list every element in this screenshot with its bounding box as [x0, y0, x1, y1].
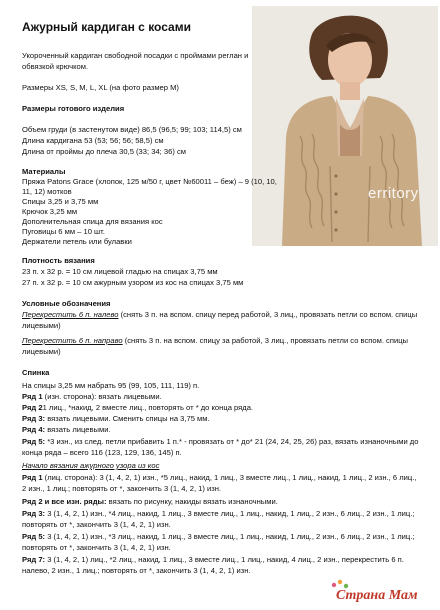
row-text: вязать лицевыми. — [45, 425, 111, 434]
back-row-4 — [22, 425, 111, 435]
pattern-row-3 — [22, 508, 422, 530]
finished-heading: Размеры готового изделия — [22, 104, 125, 113]
pattern-row-1 — [22, 472, 422, 494]
model-photo — [252, 6, 438, 246]
pattern-row-7 — [22, 554, 422, 576]
gauge-heading: Плотность вязания — [22, 256, 95, 265]
row-label: Ряд 3: — [22, 414, 46, 423]
legend-heading: Условные обозначения — [22, 299, 111, 308]
row-label: Ряд 2 — [22, 403, 43, 412]
row-text: (изн. сторона): вязать лицевыми. — [42, 392, 162, 401]
row-label: Ряд 1 — [22, 392, 43, 401]
gauge-line: 27 п. х 32 р. = 10 см ажурным узором из кос на спицах 3,75 мм — [22, 278, 244, 287]
legend-item-left-cross — [22, 309, 422, 331]
back-cast-on: На спицы 3,25 мм набрать 95 (99, 105, 111, 119) п. — [22, 381, 200, 390]
materials-line: Пряжа Patons Grace (хлопок, 125 м/50 г, цвет №60011 – беж) – 9 (10, 10, — [22, 177, 277, 186]
materials-line: Пуговицы 6 мм – 10 шт. — [22, 227, 105, 236]
finished-line: Объем груди (в застенутом виде) 86,5 (96,5; 99; 103; 114,5) см — [22, 125, 242, 134]
materials-heading: Материалы — [22, 167, 66, 176]
row-text: 1 лиц., *накид, 2 вместе лиц., повторять от * до конца ряда. — [42, 403, 254, 412]
gauge-line: 23 п. х 32 р. = 10 см лицевой гладью на спицах 3,75 мм — [22, 267, 218, 276]
row-text: 3 (1, 4, 2, 1) изн., *3 лиц., накид, 1 лиц., 3 вместе лиц., 1 лиц., накид, 1 лиц., 2 изн., 6 лиц., 2 изн., 1 лиц.; повторять от *, закончить 3 (1, 4, 2, 1) изн. — [22, 532, 415, 552]
page-title: Ажурный кардиган с косами — [22, 20, 191, 34]
back-row-3 — [22, 414, 210, 424]
knitwear-model-photo-icon — [252, 6, 438, 246]
row-text: (лиц. сторона): 3 (1, 4, 2, 1) изн., *5 лиц., накид, 1 лиц., 3 вместе лиц., 1 лиц., накид, 1 лиц., 2 изн., 6 лиц., 2 изн., 1 лиц.; повторять от *, закончить 3 (1, 4, 2, 1) изн. — [22, 473, 417, 493]
row-label: Ряд 1 — [22, 473, 43, 482]
back-row-1 — [22, 392, 162, 402]
legend-term: Перекрестить 6 п. направо — [22, 336, 123, 345]
materials-line: Крючок 3,25 мм — [22, 207, 78, 216]
legend-text: (снять 3 п. на вспом. спицу перед работой, 3 лиц., провязать петли со вспом. спицы лицевыми) — [22, 310, 418, 330]
materials-line: 11, 12) мотков — [22, 187, 72, 196]
intro-line-2: обвязкой крючком. — [22, 62, 89, 71]
sizes-line: Размеры XS, S, M, L, XL (на фото размер М) — [22, 83, 179, 92]
finished-line: Длина от проймы до плеча 30,5 (33; 34; 36) см — [22, 147, 186, 156]
row-label: Ряд 5: — [22, 532, 46, 541]
row-label: Ряд 4: — [22, 425, 46, 434]
intro-line-1: Укороченный кардиган свободной посадки с проймами реглан и — [22, 51, 249, 60]
pattern-row-2 — [22, 497, 278, 507]
row-label: Ряд 7: — [22, 555, 46, 564]
pattern-start-heading: Начало вязания ажурного узора из кос — [22, 461, 160, 470]
legend-item-right-cross — [22, 335, 422, 357]
row-text: вязать по рисунку, накиды вязать изнаночными. — [106, 497, 278, 506]
photo-watermark: erritory — [368, 185, 419, 202]
materials-line: Спицы 3,25 и 3,75 мм — [22, 197, 99, 206]
finished-line: Длина кардигана 53 (53; 56; 56; 58,5) см — [22, 136, 164, 145]
legend-term: Перекрестить 6 п. налево — [22, 310, 119, 319]
legend-text: (снять 3 п. на вспом. спицу за работой, 3 лиц., провязать петли со вспом. спицы лицевыми) — [22, 336, 408, 356]
back-row-2 — [22, 403, 253, 413]
site-brand-link[interactable]: Страна Мам — [336, 588, 418, 603]
row-label: Ряд 2 и все изн. ряды: — [22, 497, 107, 506]
row-text: 3 (1, 4, 2, 1) лиц., *2 лиц., накид, 1 лиц., 3 вместе лиц., 1 лиц., накид, 4 лиц., 2 изн., перекрестить 6 п. налево, 2 изн., 1 лиц.; повторять от *, закончить 3 (1, 4, 2, 1) изн. — [22, 555, 404, 575]
pattern-row-5 — [22, 531, 422, 553]
materials-line: Держатели петель или булавки — [22, 237, 132, 246]
row-text: вязать лицевыми. Сменить спицы на 3,75 мм. — [45, 414, 210, 423]
back-heading: Спинка — [22, 368, 50, 377]
materials-line: Дополнительная спица для вязания кос — [22, 217, 163, 226]
row-label: Ряд 5: — [22, 437, 46, 446]
back-row-5 — [22, 436, 422, 458]
row-text: *3 изн., из след. петли прибавить 1 п.* - провязать от * до* 21 (24, 24, 25, 26) раз, вязать изнаночными до конца ряда – всего 116 (123, 129, 136, 145) п. — [22, 437, 419, 457]
row-label: Ряд 3: — [22, 509, 46, 518]
row-text: 3 (1, 4, 2, 1) изн., *4 лиц., накид, 1 лиц., 3 вместе лиц., 1 лиц., накид, 1 лиц., 2 изн., 6 лиц., 2 изн., 1 лиц.; повторять от *, закончить 3 (1, 4, 2, 1) изн. — [22, 509, 415, 529]
